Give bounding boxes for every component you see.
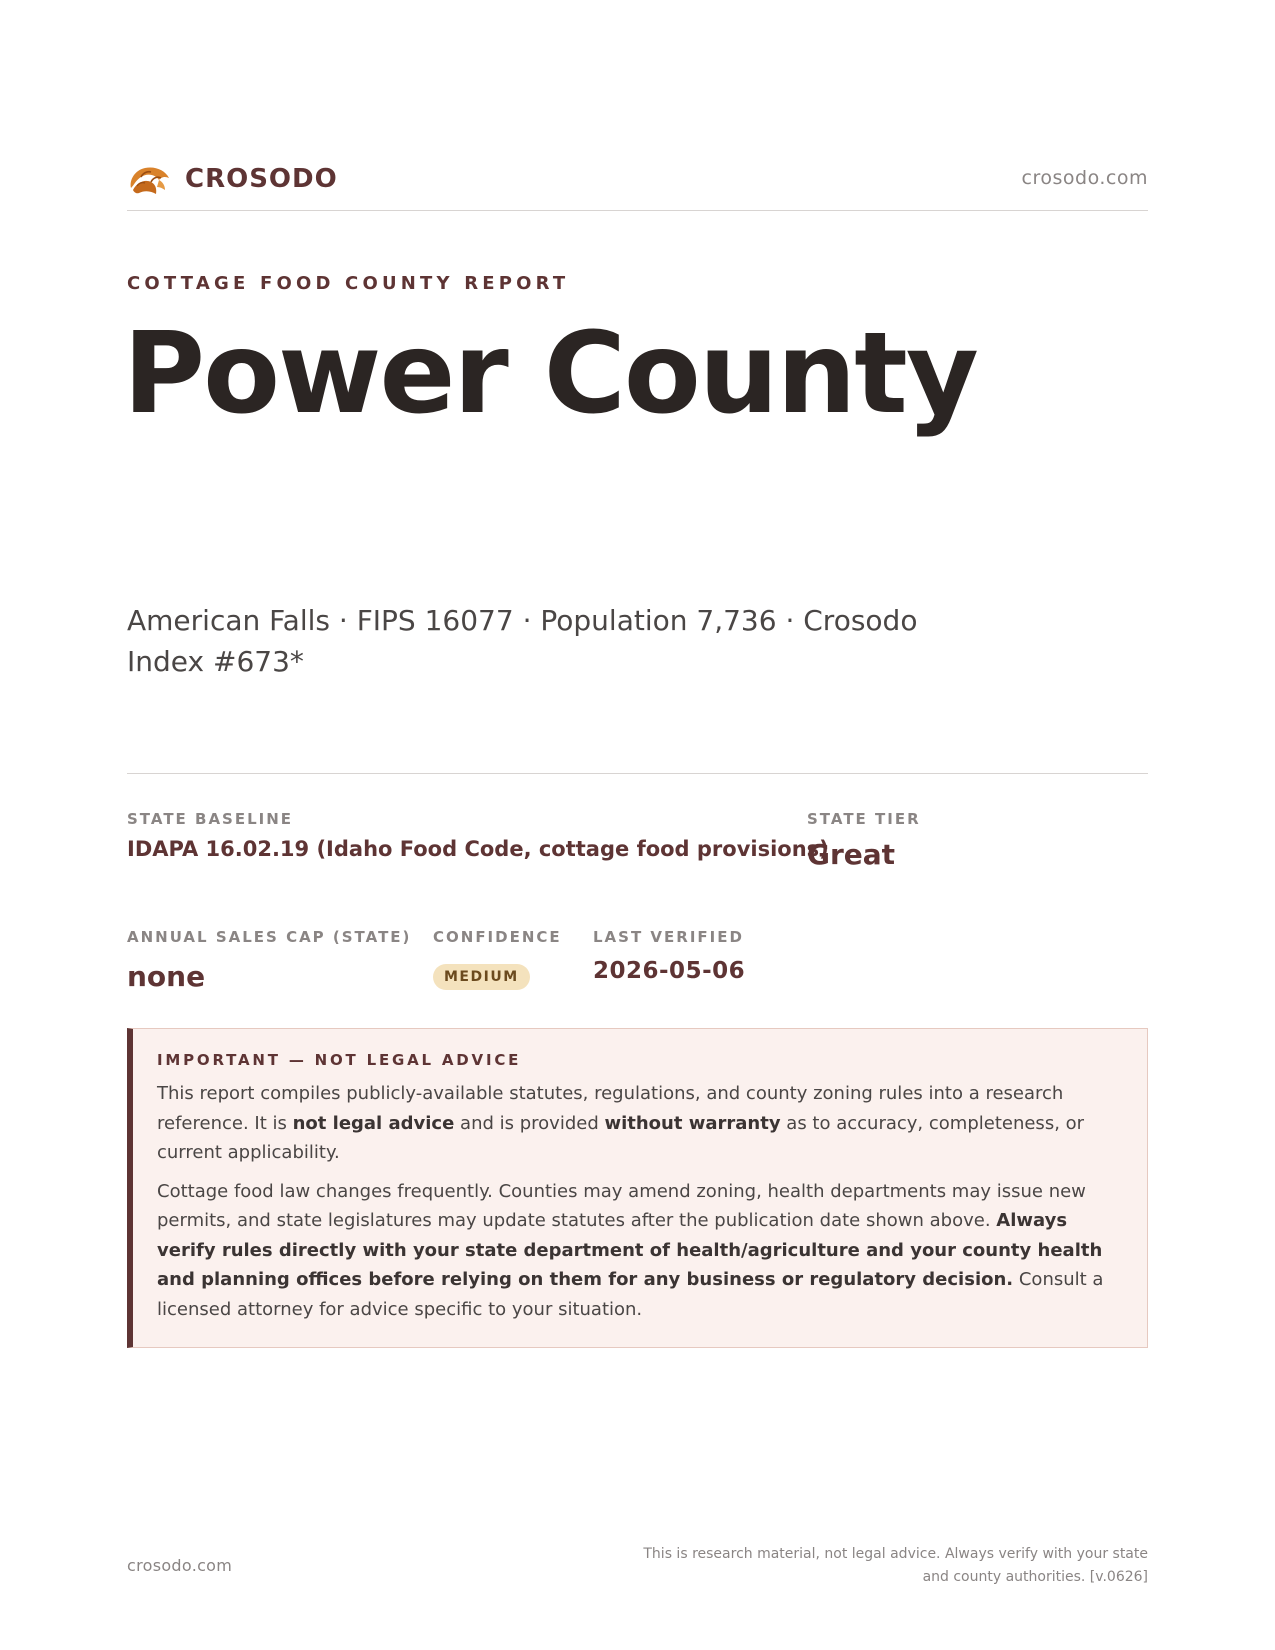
- brand[interactable]: [127, 160, 338, 198]
- sales-cap-label: ANNUAL SALES CAP (STATE): [127, 928, 412, 946]
- page-title: Power County: [123, 309, 977, 439]
- state-tier-label: STATE TIER: [807, 810, 921, 828]
- page-header: [127, 155, 1148, 211]
- header-url[interactable]: crosodo.com: [1021, 167, 1148, 189]
- county-subtitle: American Falls · FIPS 16077 · Population 7,736 · Crosodo Index #673*: [127, 604, 918, 678]
- report-page: [123, 0, 1148, 1650]
- notice-paragraph-1: [157, 1079, 1123, 1168]
- confidence: [433, 928, 562, 990]
- notice-text: and is provided: [454, 1112, 605, 1134]
- notice-text: This report compiles publicly-available statutes, regulations, and county zoning rules into a research reference. It is: [157, 1083, 1064, 1134]
- notice-title: IMPORTANT — NOT LEGAL ADVICE: [157, 1051, 522, 1069]
- sales-cap-value: none: [127, 960, 206, 993]
- notice-text: Consult a licensed attorney for advice specific to your situation.: [157, 1269, 1104, 1320]
- state-baseline-value: IDAPA 16.02.19 (Idaho Food Code, cottage food provisions): [127, 837, 829, 861]
- legal-notice: [127, 1028, 1148, 1348]
- footer-disclaimer-line-2: and county authorities. [v.0626]: [922, 1569, 1148, 1585]
- section-divider: [127, 773, 1148, 774]
- notice-text: Cottage food law changes frequently. Counties may amend zoning, health departments may issue new permits, and state legislatures may update statutes after the publication date shown above.: [157, 1180, 1086, 1231]
- state-tier: [807, 810, 921, 871]
- state-baseline: [127, 810, 829, 861]
- annual-sales-cap: [127, 928, 411, 993]
- report-eyebrow: COTTAGE FOOD COUNTY REPORT: [127, 273, 570, 294]
- last-verified: [593, 928, 745, 984]
- footer-disclaimer-line-1: This is research material, not legal advice. Always verify with your state: [643, 1546, 1148, 1562]
- notice-emphasis: Always verify rules directly with your state department of health/agriculture and your county health and planning offices before relying on them for any business or regulatory decision.: [157, 1210, 1103, 1290]
- notice-emphasis: not legal advice: [292, 1112, 455, 1134]
- last-verified-value: 2026-05-06: [593, 958, 746, 984]
- last-verified-label: LAST VERIFIED: [593, 928, 744, 946]
- footer-url[interactable]: crosodo.com: [127, 1556, 233, 1575]
- notice-paragraph-2: [157, 1177, 1123, 1325]
- notice-emphasis: without warranty: [604, 1112, 781, 1134]
- confidence-badge: MEDIUM: [433, 964, 530, 990]
- state-tier-value: Great: [807, 838, 896, 871]
- footer-disclaimer: [608, 1543, 1148, 1589]
- croissant-icon: [127, 160, 171, 198]
- brand-name: CROSODO: [185, 164, 338, 194]
- state-baseline-label: STATE BASELINE: [127, 810, 294, 828]
- notice-text: as to accuracy, completeness, or current applicability.: [157, 1112, 1085, 1163]
- confidence-label: CONFIDENCE: [433, 928, 562, 946]
